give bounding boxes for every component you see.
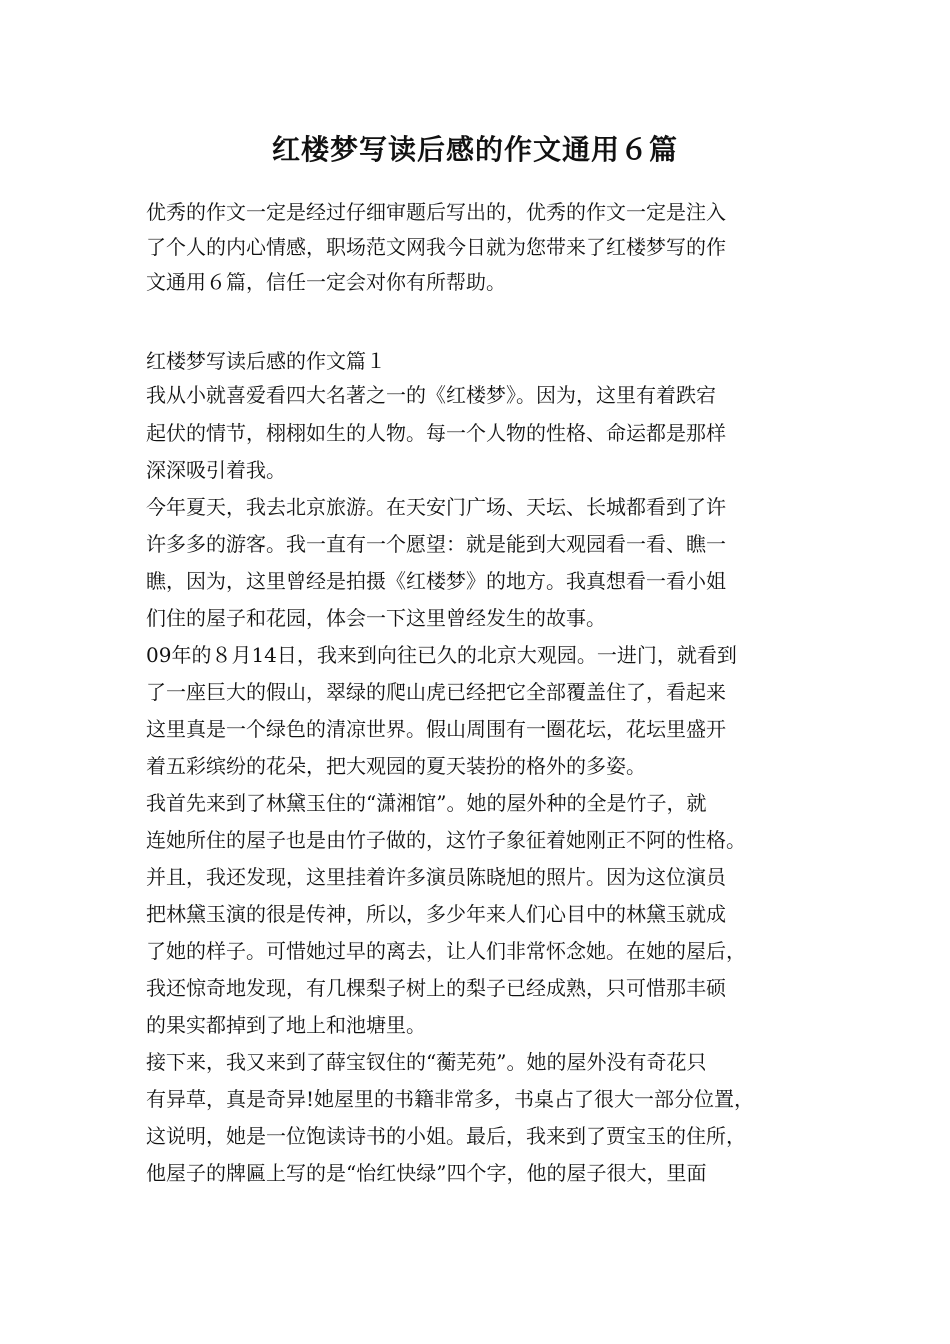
body-line: 把林黛玉演的很是传神，所以，多少年来人们心目中的林黛玉就成 [146, 902, 726, 926]
body-line: 我从小就喜爱看四大名著之一的《红楼梦》。因为，这里有着跌宕 [146, 383, 716, 407]
body-line: 他屋子的牌匾上写的是“怡红快绿”四个字，他的屋子很大，里面 [146, 1161, 707, 1185]
body-line: 许多多的游客。我一直有一个愿望：就是能到大观园看一看、瞧一 [146, 532, 726, 556]
body-line: 的果实都掉到了地上和池塘里。 [146, 1013, 426, 1037]
body-line: 这里真是一个绿色的清凉世界。假山周围有一圈花坛，花坛里盛开 [146, 717, 726, 741]
section-heading: 红楼梦写读后感的作文篇１ [146, 349, 386, 373]
body-line: 这说明，她是一位饱读诗书的小姐。最后，我来到了贾宝玉的住所， [146, 1124, 746, 1148]
body-line: 我还惊奇地发现，有几棵梨子树上的梨子已经成熟，只可惜那丰硕 [146, 976, 726, 1000]
body-line: 瞧，因为，这里曾经是拍摄《红楼梦》的地方。我真想看一看小姐 [146, 569, 726, 593]
document-title: 红楼梦写读后感的作文通用６篇 [271, 133, 678, 166]
body-line: 们住的屋子和花园，体会一下这里曾经发生的故事。 [146, 606, 606, 630]
body-line: 深深吸引着我。 [146, 458, 286, 482]
intro-line-1: 优秀的作文一定是经过仔细审题后写出的，优秀的作文一定是注入 [146, 200, 726, 224]
body-line: 今年夏天，我去北京旅游。在天安门广场、天坛、长城都看到了许 [146, 495, 726, 519]
body-line: 了她的样子。可惜她过早的离去，让人们非常怀念她。在她的屋后， [146, 939, 746, 963]
body-line: 着五彩缤纷的花朵，把大观园的夏天装扮的格外的多姿。 [146, 754, 646, 778]
body-line: 连她所住的屋子也是由竹子做的，这竹子象征着她刚正不阿的性格。 [146, 828, 746, 852]
intro-line-2: 了个人的内心情感，职场范文网我今日就为您带来了红楼梦写的作 [146, 235, 726, 259]
body-line: 有异草，真是奇异!她屋里的书籍非常多，书桌占了很大一部分位置， [146, 1087, 755, 1111]
body-line: 起伏的情节，栩栩如生的人物。每一个人物的性格、命运都是那样 [146, 421, 726, 445]
body-line: 接下来，我又来到了薛宝钗住的“蘅芜苑”。她的屋外没有奇花只 [146, 1050, 707, 1074]
body-line: 了一座巨大的假山，翠绿的爬山虎已经把它全部覆盖住了，看起来 [146, 680, 726, 704]
body-line: 09年的８月14日，我来到向往已久的北京大观园。一进门，就看到 [146, 643, 737, 667]
body-line: 并且，我还发现，这里挂着许多演员陈晓旭的照片。因为这位演员 [146, 865, 726, 889]
intro-line-3: 文通用６篇，信任一定会对你有所帮助。 [146, 270, 506, 294]
body-line: 我首先来到了林黛玉住的“潇湘馆”。她的屋外种的全是竹子，就 [146, 791, 707, 815]
